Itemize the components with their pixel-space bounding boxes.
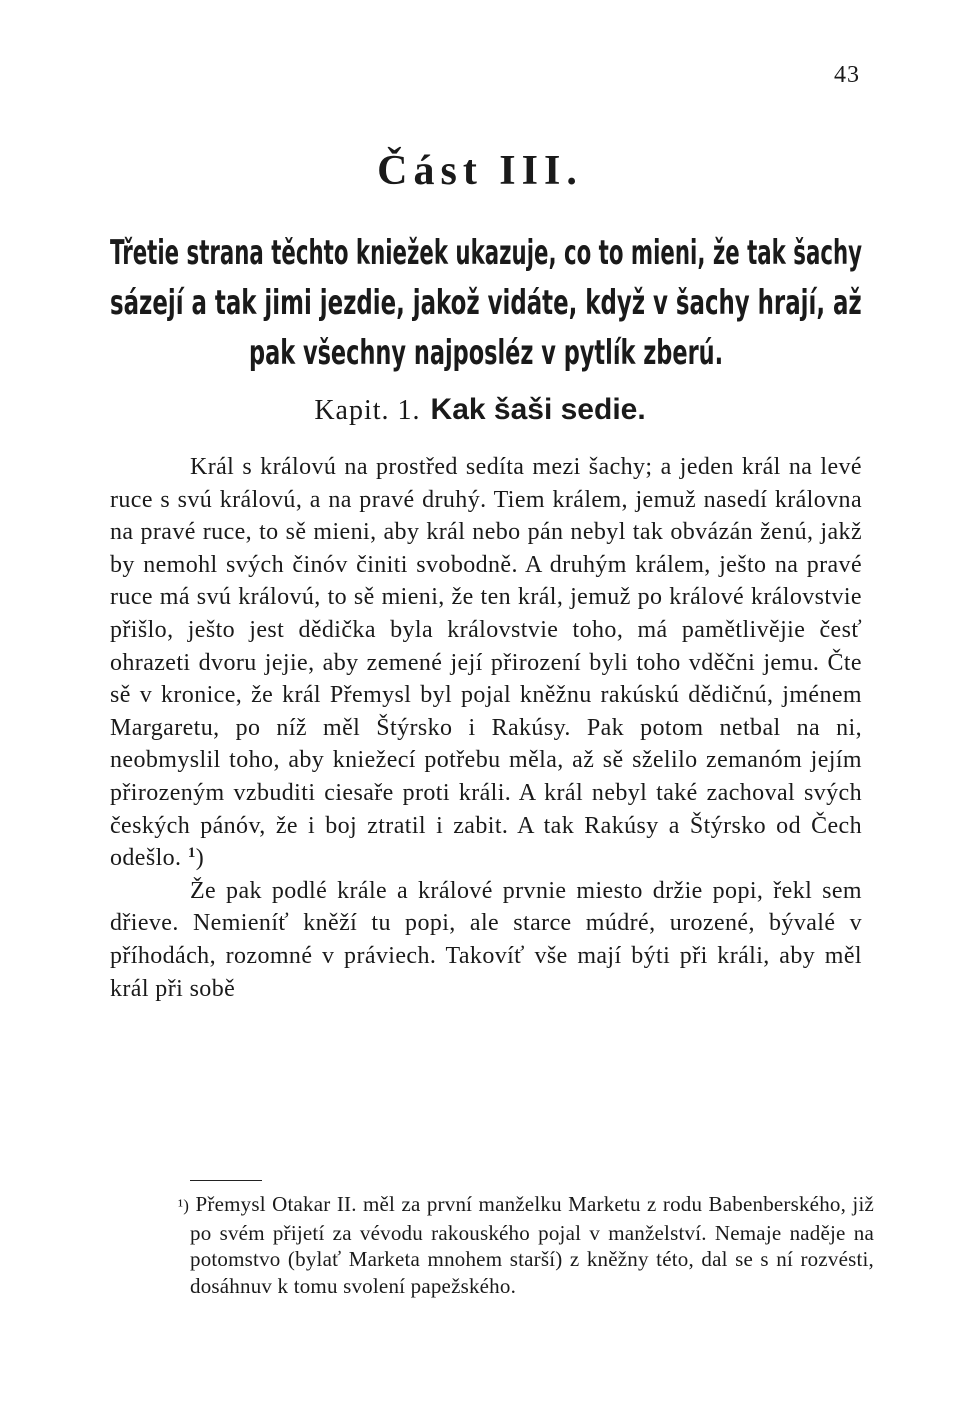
part-title: Část III. xyxy=(377,148,583,194)
body-text xyxy=(110,451,862,1005)
section-heading-line-2 xyxy=(110,278,862,328)
chapter-heading xyxy=(0,393,960,427)
section-heading-line-3 xyxy=(110,328,862,378)
paragraph-1-text: Král s královú na prostřed sedíta mezi šachy; a jeden král na levé ruce s svú královú, a na pravé druhý. Tiem králem, jemuž nasedí královna na pravé ruce, to sě mieni, aby král nebo pán nebyl tak obvázán ženú, jakž by nemohl svých činóv činiti svobodně. A druhým králem, ješto na pravé ruce má svú královú, to sě mieni, že ten král, jemuž po králové královstvie přišlo, ješto jest dědička byla královstvie toho, má pamětlivějie česť ohrazeti dvoru jejie, aby zemené její přirození byli toho vděčni jemu. Čte sě v kronice, že král Přemysl byl pojal kněžnu rakúskú dědičnú, jménem Margaretu, po níž měl Štýrsko i Rakúsy. Pak potom netbal na ni, neobmyslil toho, aby kniežecí potřebu měla, až sě sželilo zemanóm jejím přirozeným vzbuditi ciesaře proti králi. A král nebyl také zachoval svých českých pánóv, že i boj ztratil i zabit. A tak Rakúsy a Štýrsko od Čech odešlo. xyxy=(110,454,862,872)
chapter-number: Kapit. 1. xyxy=(314,395,421,426)
paragraph xyxy=(110,875,862,1005)
section-heading xyxy=(110,228,862,378)
paragraph xyxy=(110,451,862,875)
section-heading-line-2-text: sázejí a tak jimi jezdie, jakož vidáte, když v šachy hrají, až xyxy=(110,283,862,323)
footnote xyxy=(178,1191,874,1299)
page-number: 43 xyxy=(834,62,860,88)
footnote-reference-paren: ) xyxy=(195,845,205,872)
footnote-divider xyxy=(190,1180,262,1181)
footnote-marker: ¹) xyxy=(178,1196,190,1215)
section-heading-line-3-text: pak všechny najposléz v pytlík zberú. xyxy=(249,333,724,373)
footnote-reference[interactable]: 1 xyxy=(187,845,196,862)
footnote-text: Přemysl Otakar II. měl za první manželku Marketu z rodu Babenberského, již po svém přijetí za vévodu rakouského pojal v manželství. Nemaje naděje na potomstvo (bylať Marketa mnohem starší) z kněžny této, dal se s ní rozvésti, dosáhnuv k tomu svolení papežského. xyxy=(190,1192,874,1298)
paragraph-2-text: Že pak podlé krále a králové prvnie miesto držie popi, řekl sem dřieve. Nemieníť kněží tu popi, ale starce múdré, urozené, bývalé v příhodách, rozomné v práviech. Takovíť vše mají býti při králi, aby měl král při sobě xyxy=(110,877,862,1002)
section-heading-line-1 xyxy=(110,228,862,278)
section-heading-line-1-text: Třetie strana těchto kniežek ukazuje, co to mieni, že tak šachy xyxy=(110,233,863,273)
chapter-title: Kak šaši sedie. xyxy=(430,393,646,426)
